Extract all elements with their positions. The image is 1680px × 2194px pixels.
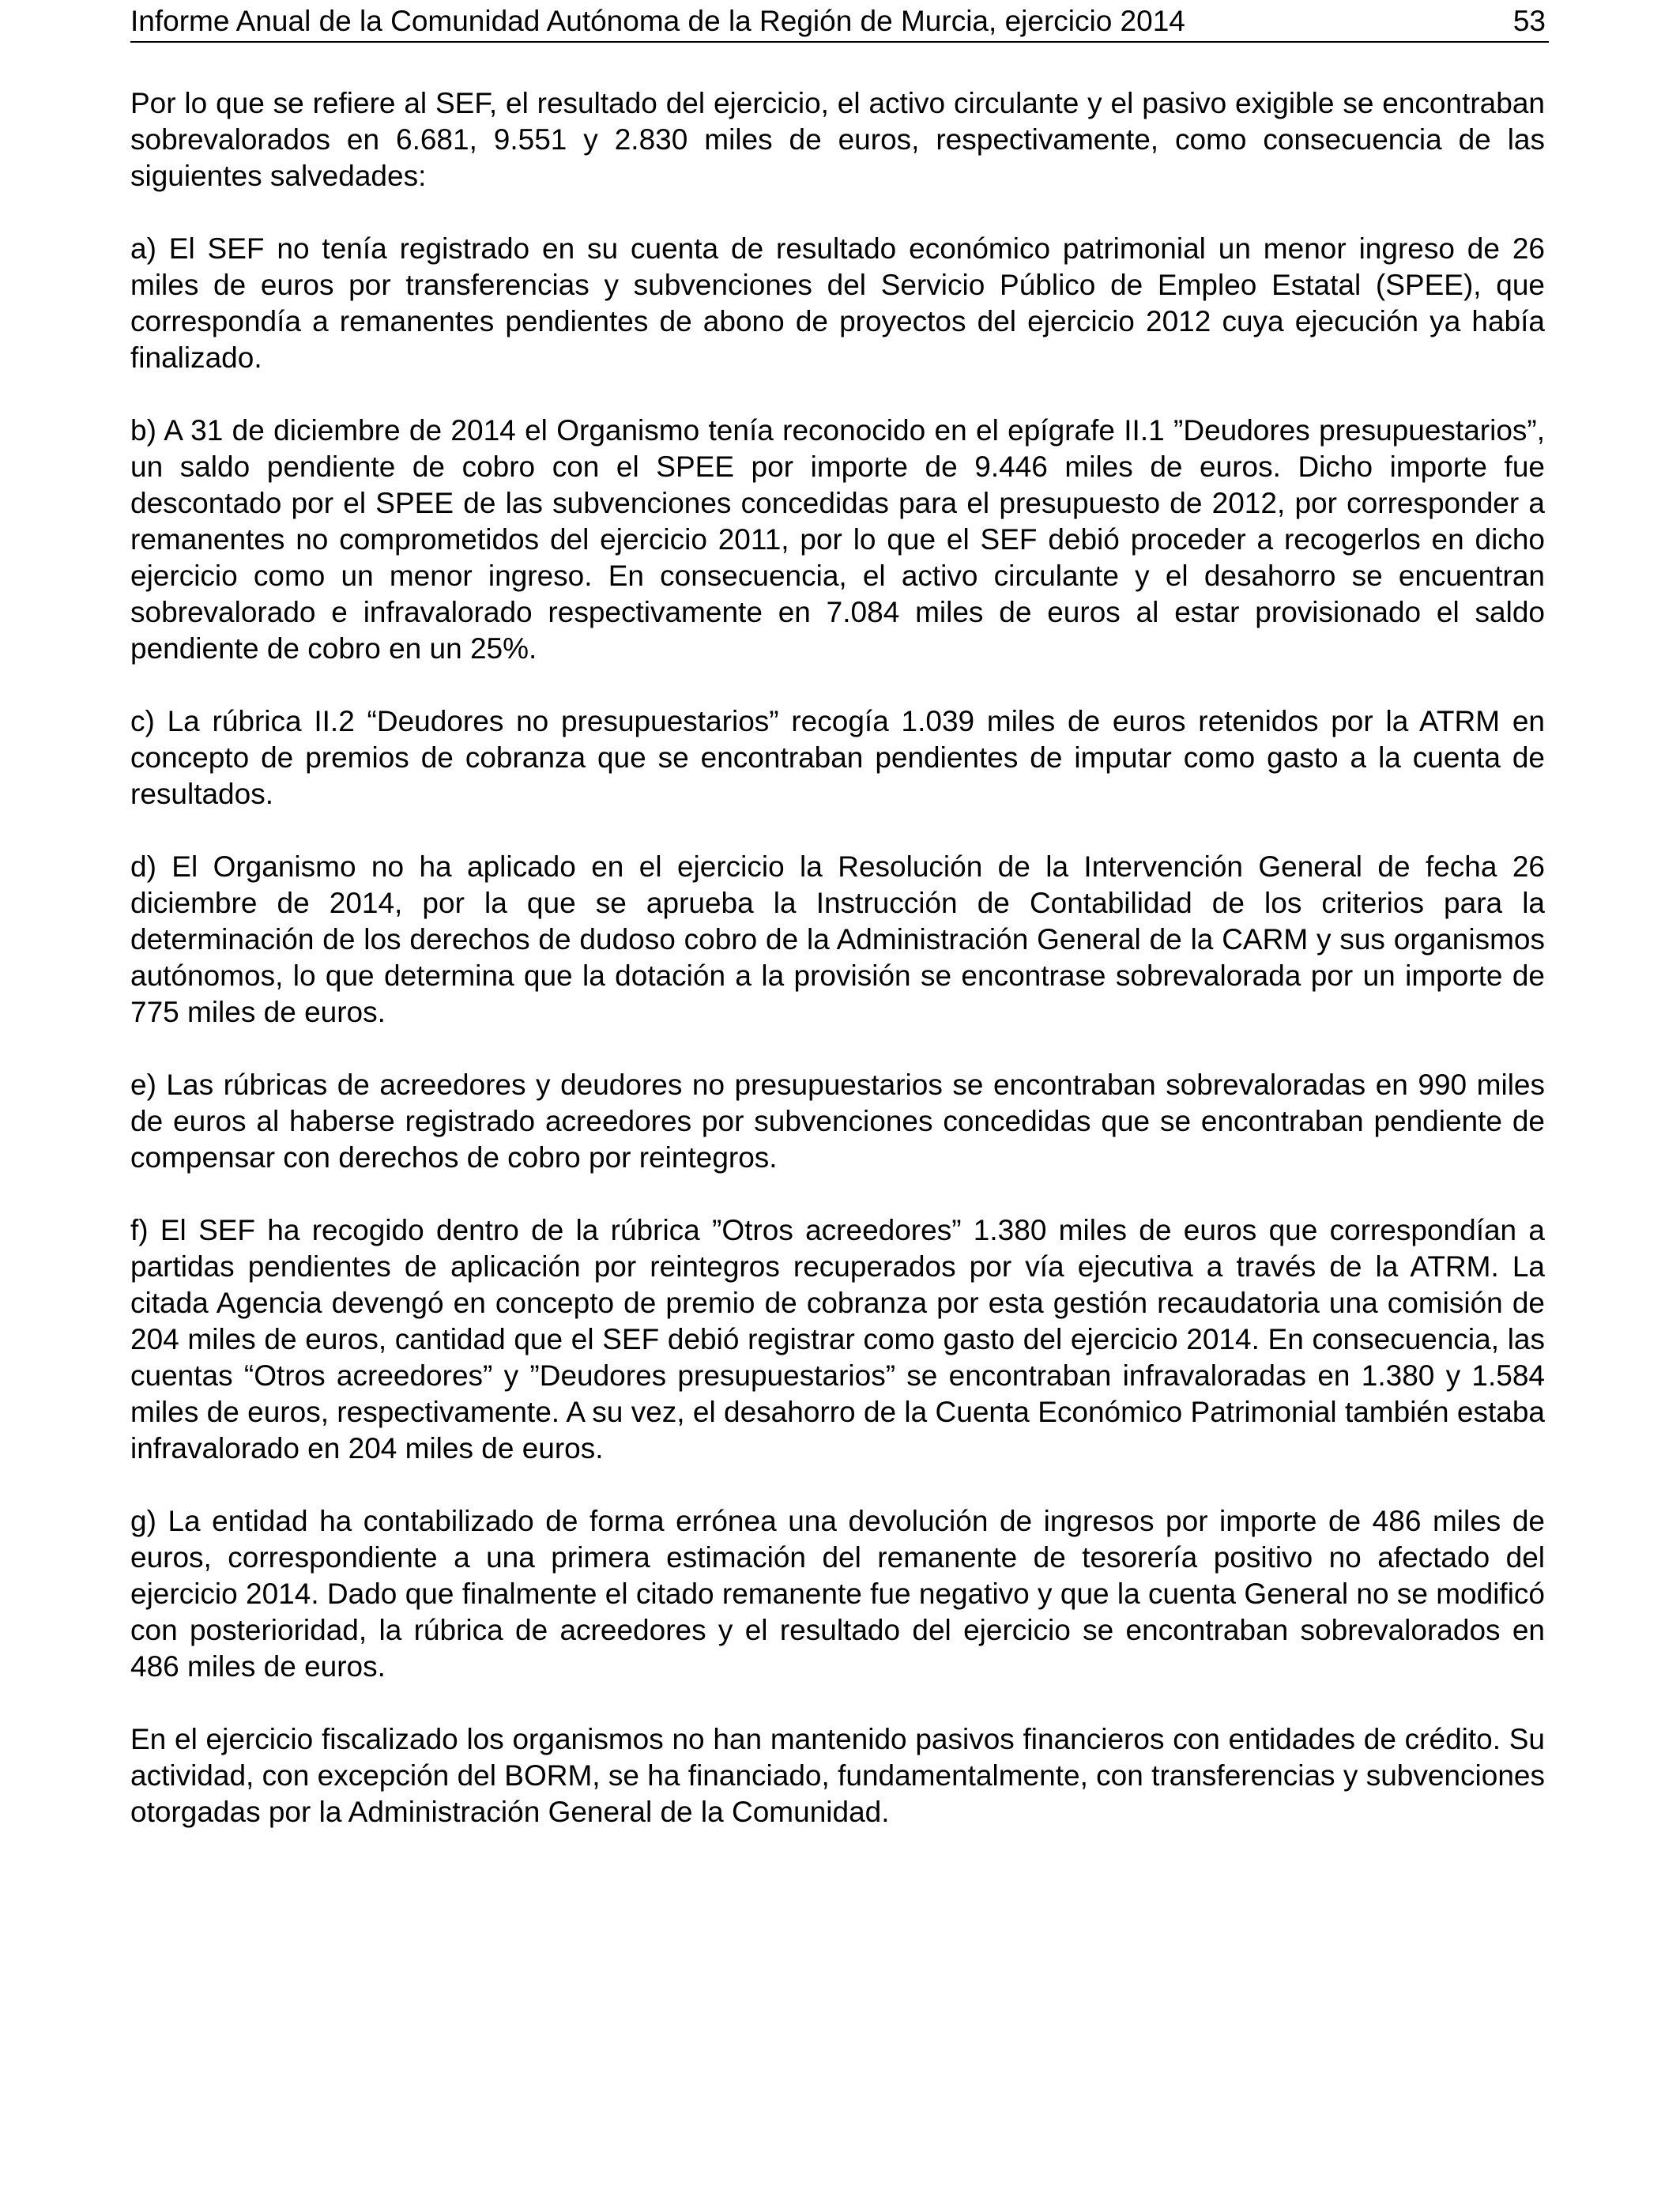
header-title: Informe Anual de la Comunidad Autónoma de la Región de Murcia, ejercicio 2014 [130,5,1185,37]
paragraph-b: b) A 31 de diciembre de 2014 el Organismo tenía reconocido en el epígrafe II.1 ”Deudores presupuestarios”, un saldo pendiente de cobro con el SPEE por importe de 9.446 miles de euros. Dicho importe fue descontado por el SPEE de las subvenciones concedidas para el presupuesto de 2012, por corresponder a remanentes no comprometidos del ejercicio 2011, por lo que el SEF debió proceder a recogerlos en dicho ejercicio como un menor ingreso. En consecuencia, el activo circulante y el desahorro se encuentran sobrevalorado e infravalorado respectivamente en 7.084 miles de euros al estar provisionado el saldo pendiente de cobro en un 25%. [130,414,1545,665]
page-header [130,3,1549,43]
paragraph-d: d) El Organismo no ha aplicado en el ejercicio la Resolución de la Intervención General de fecha 26 diciembre de 2014, por la que se aprueba la Instrucción de Contabilidad de los criterios para la determinación de los derechos de dudoso cobro de la Administración General de la CARM y sus organismos autónomos, lo que determina que la dotación a la provisión se encontrase sobrevalorada por un importe de 775 miles de euros. [130,850,1545,1028]
paragraph-e: e) Las rúbricas de acreedores y deudores no presupuestarios se encontraban sobrevaloradas en 990 miles de euros al haberse registrado acreedores por subvenciones concedidas que se encontraban pendiente de compensar con derechos de cobro por reintegros. [130,1069,1545,1174]
paragraph-intro: Por lo que se refiere al SEF, el resultado del ejercicio, el activo circulante y el pasivo exigible se encontraban sobrevalorados en 6.681, 9.551 y 2.830 miles de euros, respectivamente, como consecuencia de las siguientes salvedades: [130,87,1545,192]
paragraph-a: a) El SEF no tenía registrado en su cuenta de resultado económico patrimonial un menor ingreso de 26 miles de euros por transferencias y subvenciones del Servicio Público de Empleo Estatal (SPEE), que correspondía a remanentes pendientes de abono de proyectos del ejercicio 2012 cuya ejecución ya había finalizado. [130,232,1545,374]
paragraph-g: g) La entidad ha contabilizado de forma errónea una devolución de ingresos por importe de 486 miles de euros, correspondiente a una primera estimación del remanente de tesorería positivo no afectado del ejercicio 2014. Dado que finalmente el citado remanente fue negativo y que la cuenta General no se modificó con posterioridad, la rúbrica de acreedores y el resultado del ejercicio se encontraban sobrevalorados en 486 miles de euros. [130,1505,1545,1683]
paragraph-c: c) La rúbrica II.2 “Deudores no presupuestarios” recogía 1.039 miles de euros retenidos por la ATRM en concepto de premios de cobranza que se encontraban pendientes de imputar como gasto a la cuenta de resultados. [130,705,1545,810]
page-number: 53 [1512,5,1546,37]
document-body [130,85,1545,1867]
paragraph-conclusion: En el ejercicio fiscalizado los organismos no han mantenido pasivos financieros con entidades de crédito. Su actividad, con excepción del BORM, se ha financiado, fundamentalmente, con transferencias y subvenciones otorgadas por la Administración General de la Comunidad. [130,1723,1545,1828]
paragraph-f: f) El SEF ha recogido dentro de la rúbrica ”Otros acreedores” 1.380 miles de euros que correspondían a partidas pendientes de aplicación por reintegros recuperados por vía ejecutiva a través de la ATRM. La citada Agencia devengó en concepto de premio de cobranza por esta gestión recaudatoria una comisión de 204 miles de euros, cantidad que el SEF debió registrar como gasto del ejercicio 2014. En consecuencia, las cuentas “Otros acreedores” y ”Deudores presupuestarios” se encontraban infravaloradas en 1.380 y 1.584 miles de euros, respectivamente. A su vez, el desahorro de la Cuenta Económico Patrimonial también estaba infravalorado en 204 miles de euros. [130,1214,1545,1465]
